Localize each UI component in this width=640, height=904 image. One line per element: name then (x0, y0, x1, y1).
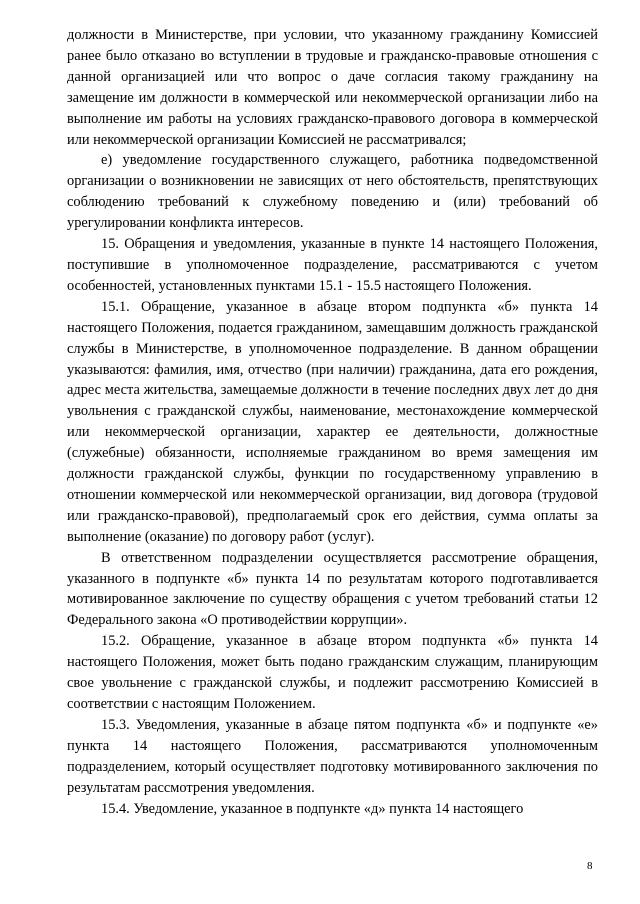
paragraph-clause-15-2: 15.2. Обращение, указанное в абзаце втором подпункта «б» пункта 14 настоящего Положения, может быть подано гражданским служащим, планирующим свое увольнение с гражданской службы, и подлежит рассмотрению Комиссией в соответствии с настоящим Положением. (67, 633, 598, 712)
paragraph-clause-15-1: 15.1. Обращение, указанное в абзаце втором подпункта «б» пункта 14 настоящего Положения, подается гражданином, замещавшим должность гражданской службы в Министерстве, в уполномоченное подразделение. В данном обращении указываются: фамилия, имя, отчество (при наличии) гражданина, дата его рождения, адрес места жительства, замещаемые должности в течение последних двух лет до дня увольнения с гражданской службы, наименование, местонахождение коммерческой или некоммерческой организации, характер ее деятельности, должностные (служебные) обязанности, исполняемые гражданином во время замещения им должности гражданской службы, функции по государственному управлению в отношении коммерческой или некоммерческой организации, вид договора (трудовой или гражданско-правовой), предполагаемый срок его действия, сумма оплаты за выполнение (оказание) по договору работ (услуг). (67, 298, 598, 545)
paragraph-clause-15-4: 15.4. Уведомление, указанное в подпункте «д» пункта 14 настоящего (101, 800, 524, 817)
paragraph-clause-15-3: 15.3. Уведомления, указанные в абзаце пятом подпункта «б» и подпункте «е» пункта 14 настоящего Положения, рассматриваются уполномоченным подразделением, который осуществляет подготовку мотивированного заключения по результатам рассмотрения уведомления. (67, 716, 598, 796)
paragraph-responsible-unit: В ответственном подразделении осуществляется рассмотрение обращения, указанного в подпункте «б» пункта 14 по результатам которого подготавливается мотивированное заключение по существу обращения с учетом требований статьи 12 Федерального закона «О противодействии коррупции». (67, 549, 598, 629)
page-number: 8 (587, 860, 593, 872)
document-body (67, 25, 598, 819)
paragraph-continuation: должности в Министерстве, при условии, что указанному гражданину Комиссией ранее было отказано во вступлении в трудовые и гражданско-правовые отношения с данной организацией или что вопрос о даче согласия такому гражданину на замещение им должности в коммерческой или некоммерческой организации либо на выполнение им работы на условиях гражданско-правового договора в коммерческой или некоммерческой организации Комиссией не рассматривался; (67, 27, 598, 148)
paragraph-clause-15: 15. Обращения и уведомления, указанные в пункте 14 настоящего Положения, поступившие в уполномоченное подразделение, рассматриваются с учетом особенностей, установленных пунктами 15.1 - 15.5 настоящего Положения. (67, 236, 598, 294)
paragraph-item-e: е) уведомление государственного служащего, работника подведомственной организации о возникновении не зависящих от него обстоятельств, препятствующих соблюдению требований к служебному поведению и (или) требований об урегулировании конфликта интересов. (67, 152, 598, 232)
